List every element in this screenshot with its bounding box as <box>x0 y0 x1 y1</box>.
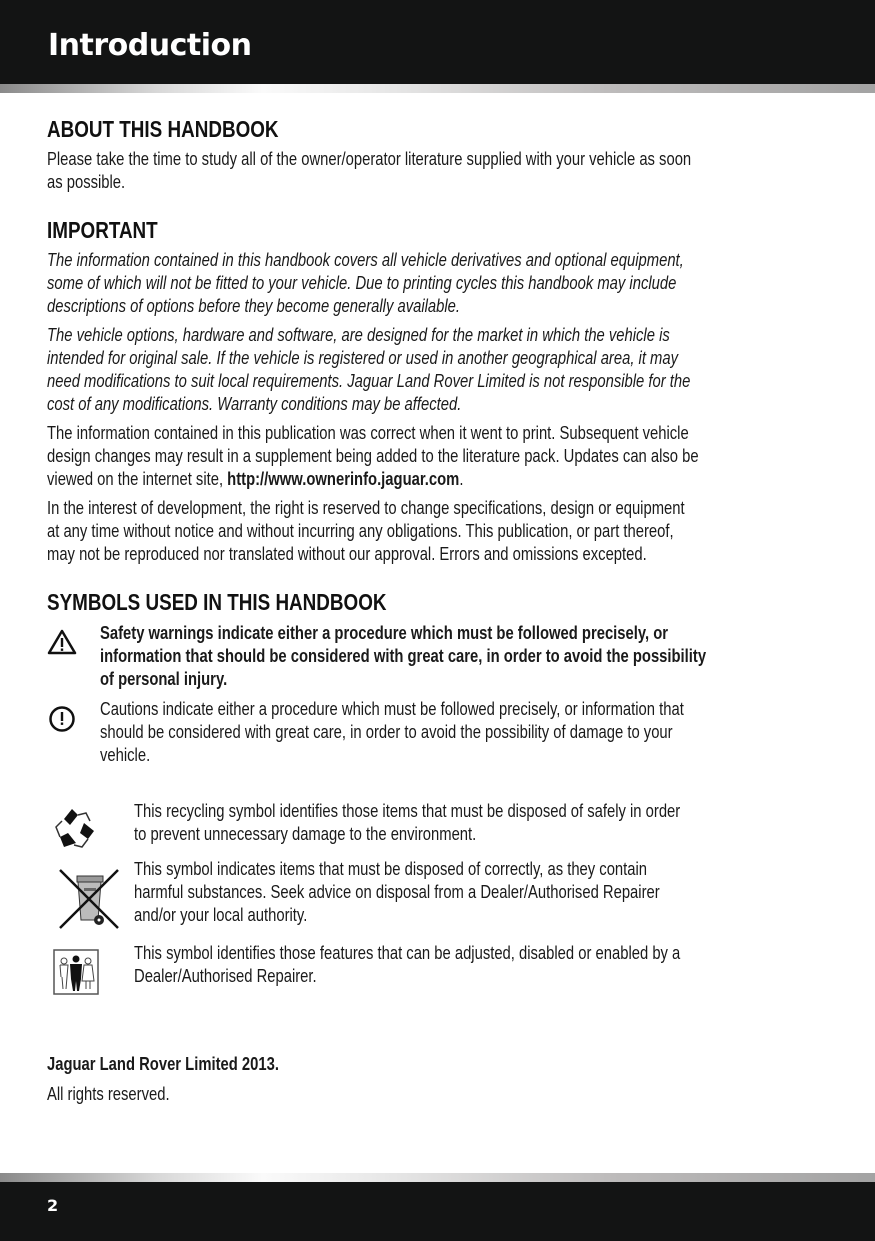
recycling-description <box>134 799 817 845</box>
text-line: some of which will not be fitted to your vehicle. Due to printing cycles this handbook may include <box>47 272 677 293</box>
text-fragment: viewed on the internet site, <box>47 468 228 489</box>
text-line: need modifications to suit local requirements. Jaguar Land Rover Limited is not responsible for the <box>47 370 691 391</box>
warning-triangle-icon <box>47 628 77 656</box>
text-line: of personal injury. <box>100 668 228 689</box>
text-line <box>47 467 699 490</box>
recycling-icon <box>52 805 98 851</box>
text-line: cost of any modifications. Warranty conditions may be affected. <box>47 393 462 414</box>
text-line: The information contained in this publication was correct when it went to print. Subsequent vehicle <box>47 422 689 443</box>
section-heading: SYMBOLS USED IN THIS HANDBOOK <box>47 589 387 615</box>
dealer-people-icon <box>53 949 99 995</box>
page-title: Introduction <box>48 28 252 63</box>
warning-description <box>100 621 858 690</box>
copyright <box>47 1052 337 1105</box>
important-paragraph-4 <box>47 496 844 565</box>
text-line: The information contained in this handbook covers all vehicle derivatives and optional equipment, <box>47 249 684 270</box>
caution-icon <box>48 705 76 733</box>
text-line: This symbol identifies those features that can be adjusted, disabled or enabled by a <box>134 942 681 963</box>
text-line: Safety warnings indicate either a procedure which must be followed precisely, or <box>100 622 669 643</box>
crossed-bin-icon <box>54 866 124 932</box>
section-heading: ABOUT THIS HANDBOOK <box>47 116 279 142</box>
symbols-section <box>47 589 461 615</box>
text-line: at any time without notice and without incurring any obligations. This publication, or part thereof, <box>47 520 674 541</box>
copyright-rights: All rights reserved. <box>47 1083 170 1104</box>
text-line: intended for original sale. If the vehicle is registered or used in another geographical area, it may <box>47 347 679 368</box>
copyright-company: Jaguar Land Rover Limited 2013. <box>47 1053 279 1074</box>
text-line: Dealer/Authorised Repairer. <box>134 965 317 986</box>
important-paragraph-1 <box>47 248 843 317</box>
text-line: In the interest of development, the right is reserved to change specifications, design or equipment <box>47 497 685 518</box>
text-line: design changes may result in a supplement being added to the literature pack. Updates can also be <box>47 445 699 466</box>
text-line: The vehicle options, hardware and software, are designed for the market in which the vehicle is <box>47 324 670 345</box>
footer-bar <box>0 1182 875 1241</box>
text-line: to prevent unnecessary damage to the environment. <box>134 823 477 844</box>
text-line: should be considered with great care, in order to avoid the possibility of damage to your <box>100 721 673 742</box>
important-paragraph-2 <box>47 323 851 415</box>
header-divider <box>0 84 875 93</box>
text-line: This symbol indicates items that must be disposed of correctly, as they contain <box>134 858 648 879</box>
important-section <box>47 217 182 243</box>
owner-info-link[interactable]: http://www.ownerinfo.jaguar.com <box>227 468 460 489</box>
text-line: may not be reproduced nor translated without our approval. Errors and omissions excepted. <box>47 543 647 564</box>
section-heading: IMPORTANT <box>47 217 158 243</box>
text-line: This recycling symbol identifies those items that must be disposed of safely in order <box>134 800 681 821</box>
disposal-description <box>134 857 791 926</box>
text-fragment: . <box>459 468 464 489</box>
caution-description <box>100 697 830 766</box>
important-paragraph-3 <box>47 421 862 490</box>
dealer-description <box>134 941 817 987</box>
text-line: information that should be considered with great care, in order to avoid the possibility <box>100 645 707 666</box>
page-number: 2 <box>47 1196 59 1215</box>
text-line: Please take the time to study all of the owner/operator literature supplied with your vehicle as soon <box>47 148 692 169</box>
text-line: Cautions indicate either a procedure which must be followed precisely, or information that <box>100 698 684 719</box>
text-line: as possible. <box>47 171 126 192</box>
text-line: and/or your local authority. <box>134 904 308 925</box>
text-line: harmful substances. Seek advice on disposal from a Dealer/Authorised Repairer <box>134 881 660 902</box>
footer-divider <box>0 1173 875 1182</box>
about-section <box>47 116 852 193</box>
text-line: descriptions of options before they become generally available. <box>47 295 461 316</box>
text-line: vehicle. <box>100 744 151 765</box>
